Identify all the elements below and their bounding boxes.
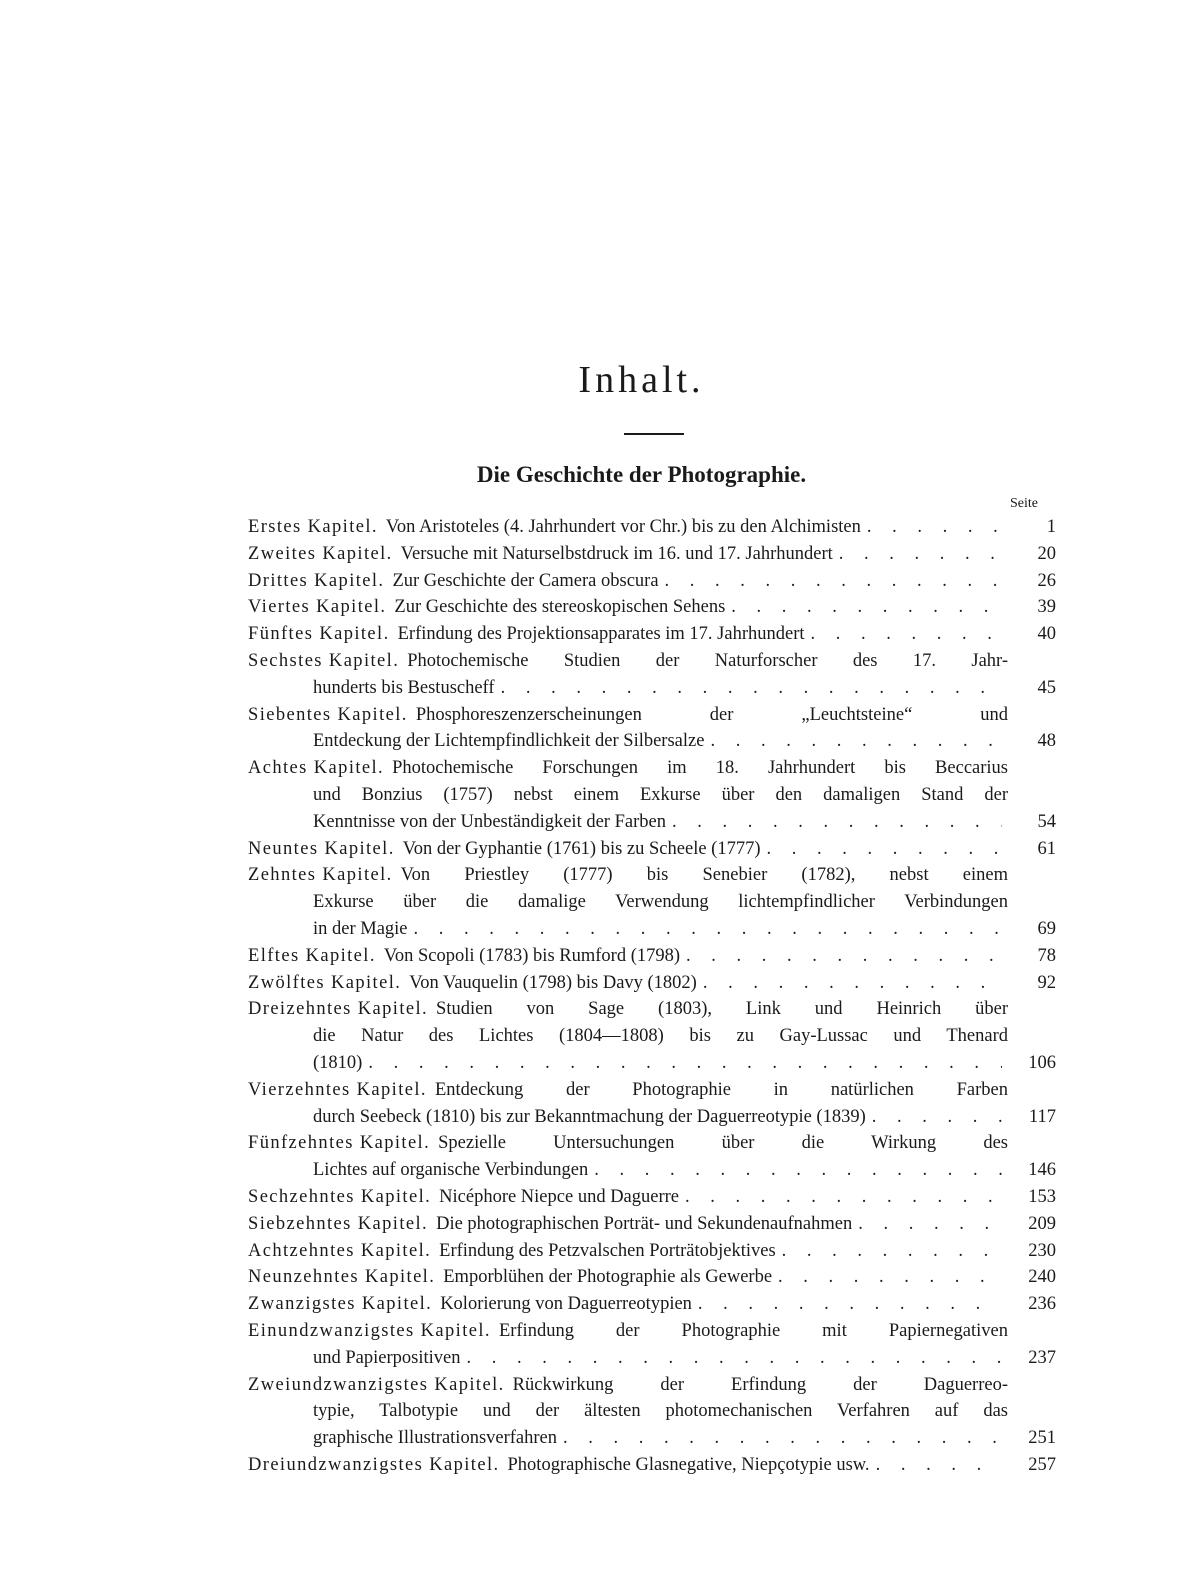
toc-entry [248, 1130, 1056, 1184]
chapter-label: Dreizehntes Kapitel. [248, 999, 429, 1020]
chapter-label: Einundzwanzigstes Kapitel. [248, 1320, 491, 1341]
chapter-label: Neuntes Kapitel. [248, 838, 395, 859]
toc-line [248, 594, 1056, 621]
toc-entry [248, 943, 1056, 970]
toc-entry [248, 621, 1056, 648]
chapter-title-text: Emporblühen der Photographie als Gewerbe [443, 1267, 773, 1288]
toc-line [248, 1345, 1056, 1372]
chapter-title-text: Entdeckung der Lichtempfindlichkeit der Silbersalze [313, 731, 705, 752]
dot-leader [811, 621, 1002, 648]
chapter-title-text: Erfindung der Photographie mit Papiernegativen [498, 1320, 1008, 1341]
chapter-label: Erstes Kapitel. [248, 517, 378, 537]
toc-line [248, 1050, 1056, 1077]
toc-line [248, 1452, 1056, 1479]
chapter-title-text: Zur Geschichte des stereoskopischen Sehens [394, 597, 726, 618]
chapter-title-text: Rückwirkung der Erfindung der Daguerreo- [512, 1374, 1008, 1395]
page-number: 61 [1037, 838, 1056, 859]
table-of-contents [248, 514, 1056, 1479]
toc-line [248, 755, 1008, 782]
page-number: 39 [1037, 597, 1056, 618]
toc-entry [248, 594, 1056, 621]
chapter-title-text: Entdeckung der Photographie in natürlichen Farben [434, 1079, 1008, 1100]
toc-line [248, 1157, 1056, 1184]
toc-line [248, 916, 1056, 943]
dot-leader [876, 1452, 1002, 1479]
dot-leader [778, 1264, 1002, 1291]
dot-leader [872, 1104, 1002, 1131]
chapter-title-text: Exkurse über die damalige Verwendung lichtempfindlicher Verbindungen [313, 892, 1008, 913]
dot-leader [563, 1425, 1002, 1452]
chapter-label: Zehntes Kapitel. [248, 865, 393, 886]
dot-leader [414, 916, 1002, 943]
chapter-label: Siebentes Kapitel. [248, 704, 408, 725]
page-number: 106 [1028, 1052, 1056, 1073]
dot-leader [685, 1184, 1002, 1211]
chapter-title-text: Die photographischen Porträt- und Sekundenaufnahmen [436, 1213, 853, 1234]
chapter-title-text: (1810) [313, 1052, 363, 1073]
toc-line [248, 782, 1008, 809]
dot-leader [466, 1345, 1002, 1372]
toc-line [248, 1318, 1008, 1345]
chapter-title-text: Photochemische Studien der Naturforscher des 17. Jahr- [407, 650, 1008, 671]
toc-entry [248, 1291, 1056, 1318]
dot-leader [698, 1291, 1002, 1318]
dot-leader [672, 809, 1002, 836]
toc-entry [248, 1238, 1056, 1265]
chapter-label: Fünfzehntes Kapitel. [248, 1133, 431, 1154]
page-number: 209 [1028, 1213, 1056, 1234]
chapter-label: Zwanzigstes Kapitel. [248, 1294, 433, 1315]
dot-leader [767, 836, 1003, 863]
chapter-title-text: Von der Gyphantie (1761) bis zu Scheele (1777) [402, 838, 761, 859]
chapter-label: Achtes Kapitel. [248, 758, 385, 779]
toc-line [248, 1264, 1056, 1291]
chapter-title-text: Von Priestley (1777) bis Senebier (1782), nebst einem [400, 865, 1008, 886]
toc-entry [248, 1211, 1056, 1238]
toc-line [248, 621, 1056, 648]
chapter-label: Achtzehntes Kapitel. [248, 1240, 432, 1261]
toc-line [248, 675, 1056, 702]
chapter-title-text: und Bonzius (1757) nebst einem Exkurse über den damaligen Stand der [313, 784, 1008, 805]
toc-line [248, 1184, 1056, 1211]
toc-line [248, 970, 1056, 997]
page-number: 117 [1028, 1106, 1056, 1127]
dot-leader [731, 594, 1002, 621]
chapter-label: Drittes Kapitel. [248, 570, 385, 591]
chapter-label: Dreiundzwanzigstes Kapitel. [248, 1454, 500, 1475]
toc-line [248, 728, 1056, 755]
chapter-title-text: Kolorierung von Daguerreotypien [440, 1294, 692, 1315]
chapter-title-text: Zur Geschichte der Camera obscura [392, 570, 659, 591]
toc-line [248, 862, 1008, 889]
chapter-title-text: Phosphoreszenzerscheinungen der „Leuchtsteine“ und [415, 704, 1008, 725]
toc-entry [248, 1077, 1056, 1131]
page-number: 78 [1037, 945, 1056, 966]
chapter-title-text: hunderts bis Bestuscheff [313, 677, 495, 698]
page-number: 48 [1037, 731, 1056, 752]
page-number: 69 [1037, 918, 1056, 939]
dot-leader [858, 1211, 1002, 1238]
toc-line [248, 889, 1008, 916]
toc-line [248, 1398, 1008, 1425]
section-title: Die Geschichte der Photographie. [476, 462, 807, 487]
toc-line [248, 1291, 1056, 1318]
page-number: 236 [1028, 1294, 1056, 1315]
toc-line [248, 1372, 1008, 1399]
dot-leader [867, 514, 1002, 541]
toc-entry [248, 702, 1056, 756]
page-number: 240 [1028, 1267, 1056, 1288]
toc-entry [248, 970, 1056, 997]
chapter-title-text: Von Vauquelin (1798) bis Davy (1802) [409, 972, 697, 993]
page-number: 20 [1037, 543, 1056, 564]
toc-line [248, 1023, 1008, 1050]
chapter-title-text: in der Magie [313, 918, 408, 939]
toc-line [248, 1425, 1056, 1452]
chapter-label: Zweites Kapitel. [248, 543, 393, 564]
dot-leader [839, 541, 1002, 568]
dot-leader [594, 1157, 1002, 1184]
toc-entry [248, 1184, 1056, 1211]
page-heading: Inhalt. [578, 359, 705, 401]
chapter-title-text: Erfindung des Petzvalschen Porträtobjektives [439, 1240, 776, 1261]
toc-line [248, 943, 1056, 970]
chapter-title-text: graphische Illustrationsverfahren [313, 1428, 558, 1449]
page-number: 40 [1037, 624, 1056, 645]
dot-leader [703, 970, 1002, 997]
chapter-title-text: und Papierpositiven [313, 1347, 461, 1368]
chapter-title-text: die Natur des Lichtes (1804—1808) bis zu Gay-Lussac und Thenard [313, 1026, 1008, 1047]
chapter-title-text: Von Scopoli (1783) bis Rumford (1798) [383, 945, 681, 966]
page-number: 230 [1028, 1240, 1056, 1261]
dot-leader [501, 675, 1002, 702]
toc-line [248, 568, 1056, 595]
chapter-title-text: Nicéphore Niepce und Daguerre [439, 1186, 680, 1207]
toc-entry [248, 1264, 1056, 1291]
chapter-label: Elftes Kapitel. [248, 945, 376, 966]
chapter-title-text: Von Aristoteles (4. Jahrhundert vor Chr.) bis zu den Alchimisten [385, 517, 861, 537]
toc-line [248, 809, 1056, 836]
dot-leader [665, 568, 1002, 595]
page-number: 153 [1028, 1186, 1056, 1207]
page-number: 26 [1037, 570, 1056, 591]
page-number: 45 [1037, 677, 1056, 698]
toc-line [248, 648, 1008, 675]
chapter-label: Zweiundzwanzigstes Kapitel. [248, 1374, 505, 1395]
toc-line [248, 996, 1008, 1023]
chapter-label: Zwölftes Kapitel. [248, 972, 402, 993]
chapter-title-text: Studien von Sage (1803), Link und Heinrich über [436, 999, 1008, 1020]
toc-entry [248, 541, 1056, 568]
chapter-title-text: Photographische Glasnegative, Niepçotypie usw. [507, 1454, 870, 1475]
page-number: 146 [1028, 1160, 1056, 1181]
chapter-title-text: durch Seebeck (1810) bis zur Bekanntmachung der Daguerreotypie (1839) [313, 1106, 866, 1127]
toc-entry [248, 996, 1056, 1076]
chapter-label: Siebzehntes Kapitel. [248, 1213, 429, 1234]
chapter-title-text: Lichtes auf organische Verbindungen [313, 1160, 589, 1181]
toc-entry [248, 648, 1056, 702]
toc-line [248, 1104, 1056, 1131]
dot-leader [710, 728, 1002, 755]
toc-entry [248, 514, 1056, 541]
toc-entry [248, 1318, 1056, 1372]
toc-line [248, 1077, 1008, 1104]
dot-leader [686, 943, 1002, 970]
page-number: 251 [1028, 1428, 1056, 1449]
chapter-label: Viertes Kapitel. [248, 597, 387, 618]
chapter-label: Fünftes Kapitel. [248, 624, 390, 645]
chapter-title-text: Spezielle Untersuchungen über die Wirkung des [438, 1133, 1008, 1154]
toc-line [248, 702, 1008, 729]
chapter-label: Sechzehntes Kapitel. [248, 1186, 432, 1207]
toc-line [248, 541, 1056, 568]
toc-line [248, 514, 1056, 541]
chapter-title-text: typie, Talbotypie und der ältesten photomechanischen Verfahren auf das [313, 1401, 1008, 1422]
page-number: 92 [1037, 972, 1056, 993]
page-number: 54 [1037, 811, 1056, 832]
toc-line [248, 1130, 1008, 1157]
chapter-title-text: Photochemische Forschungen im 18. Jahrhundert bis Beccarius [392, 758, 1008, 779]
chapter-title-text: Kenntnisse von der Unbeständigkeit der Farben [313, 811, 666, 832]
chapter-label: Neunzehntes Kapitel. [248, 1267, 436, 1288]
toc-entry [248, 755, 1056, 835]
chapter-title-text: Erfindung des Projektionsapparates im 17. Jahrhundert [397, 624, 805, 645]
toc-entry [248, 1372, 1056, 1452]
dot-leader [368, 1050, 1002, 1077]
toc-entry [248, 862, 1056, 942]
dot-leader [782, 1238, 1002, 1265]
toc-line [248, 1211, 1056, 1238]
chapter-title-text: Versuche mit Naturselbstdruck im 16. und 17. Jahrhundert [400, 543, 833, 564]
page-column-label: Seite [1010, 496, 1038, 511]
toc-entry [248, 1452, 1056, 1479]
chapter-label: Vierzehntes Kapitel. [248, 1079, 427, 1100]
chapter-label: Sechstes Kapitel. [248, 650, 400, 671]
page-number: 237 [1028, 1347, 1056, 1368]
page-number: 1 [1046, 517, 1056, 537]
toc-entry [248, 568, 1056, 595]
toc-line [248, 1238, 1056, 1265]
toc-line [248, 836, 1056, 863]
toc-entry [248, 836, 1056, 863]
page-number: 257 [1028, 1454, 1056, 1475]
heading-rule [624, 433, 684, 435]
